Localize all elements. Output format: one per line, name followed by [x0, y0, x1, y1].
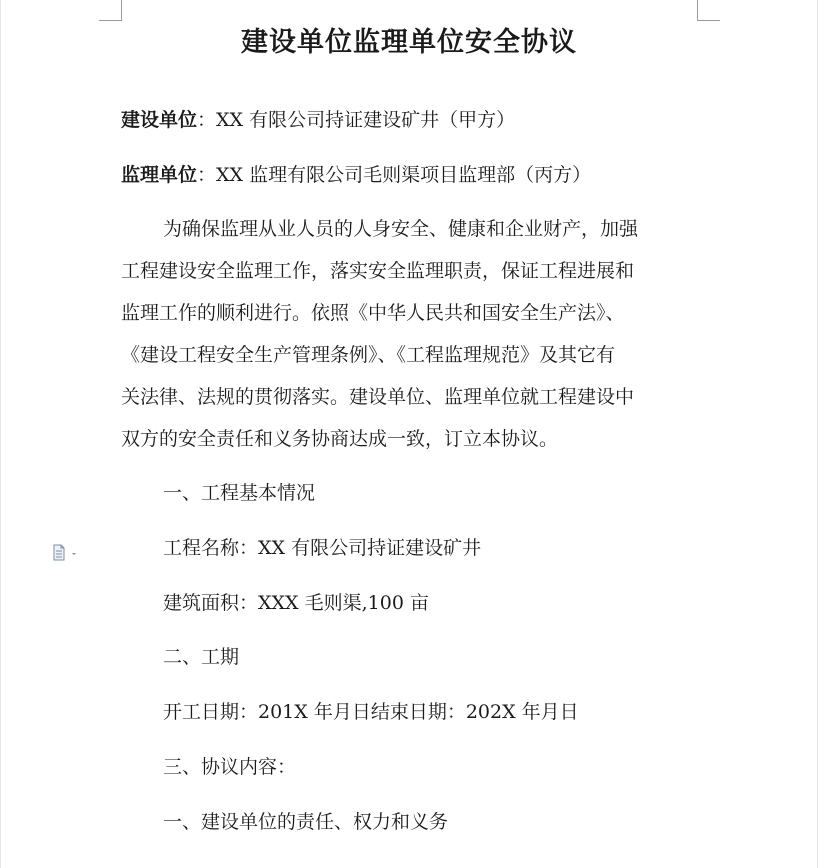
party-a-label: 建设单位 — [121, 109, 198, 131]
project-name-line: 工程名称：XX 有限公司持证建设矿井 — [163, 537, 482, 559]
party-c-line — [121, 161, 591, 189]
party-c-label: 监理单位 — [121, 164, 198, 186]
section-heading-basic-info: 一、工程基本情况 — [163, 482, 316, 504]
party-a-line — [121, 106, 515, 134]
section-heading-agreement: 三、协议内容： — [163, 756, 297, 778]
intro-line: 双方的安全责任和义务协商达成一致，订立本协议。 — [121, 428, 559, 450]
page-left-edge — [0, 0, 1, 868]
building-area-line: 建筑面积：XXX 毛则渠,100 亩 — [163, 592, 429, 614]
document-title: 建设单位监理单位安全协议 — [241, 27, 577, 58]
intro-paragraph — [121, 215, 699, 467]
intro-line: 为确保监理从业人员的人身安全、健康和企业财产，加强 — [163, 218, 639, 240]
party-a-value: XX 有限公司持证建设矿井（甲方） — [216, 109, 516, 131]
subsection-heading-owner-duties: 一、建设单位的责任、权力和义务 — [163, 811, 449, 833]
intro-line: 监理工作的顺利进行。依照《中华人民共和国安全生产法》、 — [121, 302, 625, 324]
party-c-value: XX 监理有限公司毛则渠项目监理部（丙方） — [216, 164, 592, 186]
intro-line: 关法律、法规的贯彻落实。建设单位、监理单位就工程建设中 — [121, 386, 635, 408]
section-heading-schedule: 二、工期 — [163, 646, 240, 668]
dates-line: 开工日期：201X 年月日结束日期：202X 年月日 — [163, 701, 579, 723]
party-a-colon: ： — [197, 109, 217, 131]
margin-corner-top-left — [99, 0, 122, 21]
party-c-colon: ： — [197, 164, 217, 186]
intro-line: 工程建设安全监理工作，落实安全监理职责，保证工程进展和 — [121, 260, 635, 282]
document-options-icon[interactable] — [52, 544, 80, 562]
intro-line: 《建设工程安全生产管理条例》、《工程监理规范》及其它有 — [121, 344, 616, 366]
margin-corner-top-right — [697, 0, 720, 21]
